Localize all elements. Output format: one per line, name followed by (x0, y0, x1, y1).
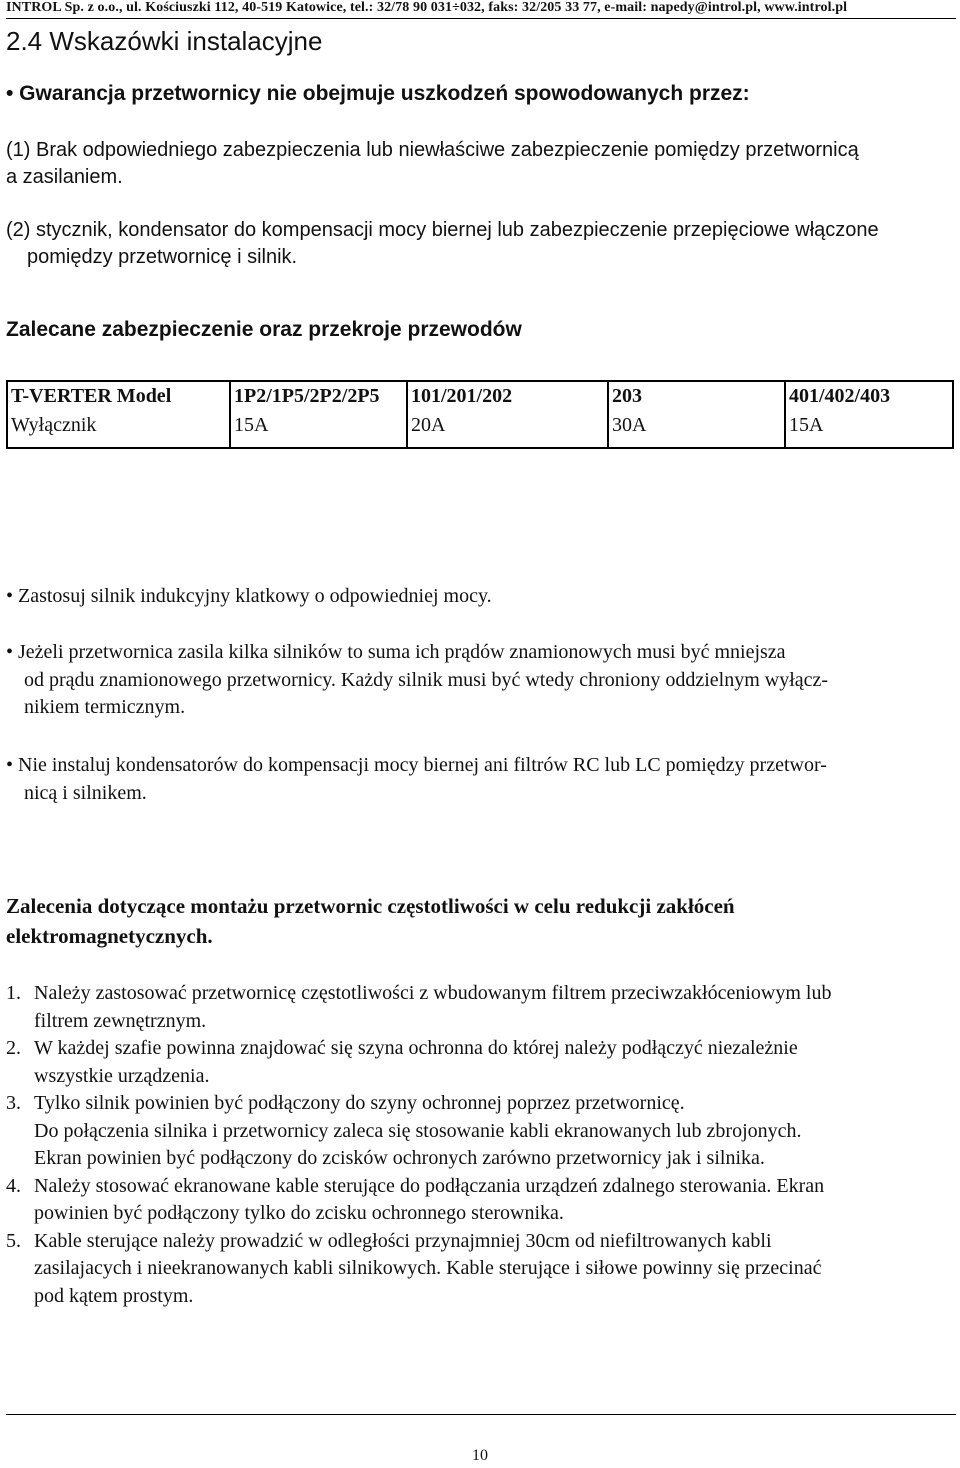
table-header-cell: 1P2/1P5/2P2/2P5 (230, 381, 407, 412)
list-item-line: powinien być podłączony tylko do zcisku ochronnego sterownika. (34, 1202, 564, 1224)
footer-divider (6, 1414, 956, 1415)
company-header: INTROL Sp. z o.o., ul. Kościuszki 112, 40-519 Katowice, tel.: 32/78 90 031÷032, faks: 32/205 33 77, e-mail: napedy@introl.pl, www.introl.pl (6, 0, 848, 15)
warranty-item-1-line-2: a zasilaniem. (6, 166, 123, 188)
bullet-motor-type (6, 583, 956, 611)
list-item-number: 1. (6, 982, 21, 1004)
recommended-heading: Zalecane zabezpieczenie oraz przekroje przewodów (6, 318, 522, 341)
list-item (6, 1173, 956, 1228)
table-row (7, 412, 953, 448)
table-cell: 30A (608, 412, 785, 448)
table-header-cell: T-VERTER Model (7, 381, 230, 412)
bullet-motor-type-text: • Zastosuj silnik indukcyjny klatkowy o odpowiedniej mocy. (6, 585, 492, 607)
list-item (6, 1035, 956, 1090)
emc-heading-line-1: Zalecenia dotyczące montażu przetwornic częstotliwości w celu redukcji zakłóceń (6, 894, 735, 918)
bullet-multiple-motors-line-2: od prądu znamionowego przetwornicy. Każdy silnik musi być wtedy chroniony oddzielnym wyłącz- (24, 668, 829, 691)
emc-recommendations-list (6, 980, 956, 1310)
warranty-item-2-line-1: (2) stycznik, kondensator do kompensacji mocy biernej lub zabezpieczenie przepięciowe włączone (6, 219, 879, 241)
list-item (6, 1090, 956, 1173)
warranty-item-1 (6, 137, 956, 191)
list-item-line: pod kątem prostym. (34, 1284, 194, 1307)
protection-table (6, 380, 954, 449)
list-item-line: filtrem zewnętrznym. (34, 1009, 207, 1032)
section-title: 2.4 Wskazówki instalacyjne (6, 26, 323, 56)
list-item (6, 1228, 956, 1311)
list-item (6, 980, 956, 1035)
table-cell: 15A (230, 412, 407, 448)
warranty-heading: • Gwarancja przetwornicy nie obejmuje uszkodzeń spowodowanych przez: (6, 82, 750, 105)
warranty-item-2-line-2: pomiędzy przetwornicę i silnik. (27, 246, 298, 268)
list-item-line: zasilajacych i nieekranowanych kabli silnikowych. Kable sterujące i siłowe powinny się przecinać (34, 1257, 822, 1279)
list-item-number: 2. (6, 1037, 21, 1059)
list-item-number: 5. (6, 1229, 21, 1252)
list-item-number: 3. (6, 1092, 21, 1114)
emc-heading-line-2: elektromagnetycznych. (6, 924, 213, 948)
bullet-no-capacitors-line-1: • Nie instaluj kondensatorów do kompensacji mocy biernej ani filtrów RC lub LC pomiędzy przetwor- (6, 754, 827, 776)
table-header-cell: 203 (608, 381, 785, 412)
list-item-line: Do połączenia silnika i przetwornicy zaleca się stosowanie kabli ekranowanych lub zbrojonych. (34, 1119, 802, 1142)
list-item-line: Tylko silnik powinien być podłączony do szyny ochronnej poprzez przetwornicę. (34, 1092, 685, 1114)
warranty-item-1-line-1: (1) Brak odpowiedniego zabezpieczenia lub niewłaściwe zabezpieczenie pomiędzy przetwornicą (6, 139, 859, 161)
table-header-cell: 401/402/403 (785, 381, 953, 412)
bullet-no-capacitors (6, 752, 956, 807)
page-number: 10 (472, 1447, 488, 1464)
list-item-line: Należy zastosować przetwornicę częstotliwości z wbudowanym filtrem przeciwzakłóceniowym lub (34, 982, 832, 1004)
list-item-line: Ekran powinien być podłączony do zcisków ochronych zarówno przetwornicy jak i silnika. (34, 1147, 765, 1169)
table-cell: 20A (407, 412, 608, 448)
header-divider (6, 18, 956, 19)
table-cell: 15A (785, 412, 953, 448)
list-item-line: wszystkie urządzenia. (34, 1064, 210, 1087)
table-cell: Wyłącznik (7, 412, 230, 448)
warranty-item-2 (6, 217, 956, 271)
list-item-line: W każdej szafie powinna znajdować się szyna ochronna do której należy podłączyć niezależnie (34, 1037, 798, 1059)
bullet-multiple-motors-line-1: • Jeżeli przetwornica zasila kilka silników to suma ich prądów znamionowych musi być mniejsza (6, 641, 786, 663)
list-item-line: Należy stosować ekranowane kable sterujące do podłączania urządzeń zdalnego sterowania. Ekran (34, 1174, 825, 1197)
list-item-number: 4. (6, 1174, 21, 1197)
bullet-multiple-motors (6, 639, 956, 722)
table-header-cell: 101/201/202 (407, 381, 608, 412)
emc-heading (6, 891, 956, 951)
table-header-row (7, 381, 953, 412)
bullet-no-capacitors-line-2: nicą i silnikem. (24, 781, 147, 804)
list-item-line: Kable sterujące należy prowadzić w odległości przynajmniej 30cm od niefiltrowanych kabli (34, 1229, 772, 1252)
bullet-multiple-motors-line-3: nikiem termicznym. (24, 696, 186, 718)
